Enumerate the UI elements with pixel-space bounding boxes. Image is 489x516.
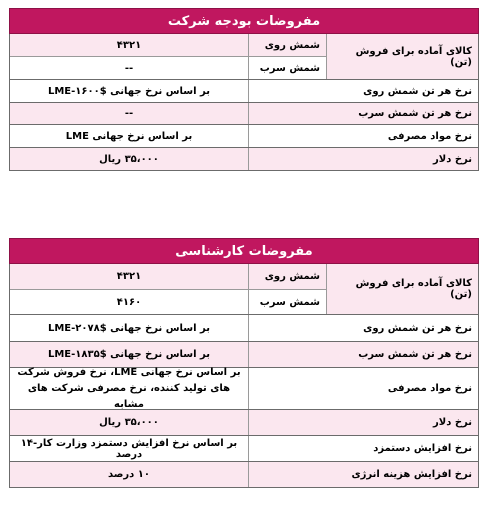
materials-rate-row (10, 125, 478, 148)
zinc-rate-value: بر اساس نرخ جهانی LME-۲۰۷۸$ (47, 322, 211, 334)
wage-increase-value: بر اساس نرخ افزایش دستمزد وزارت کار-۱۴ درصد (20, 437, 238, 460)
dollar-rate-row (10, 148, 478, 171)
lead-ingot-value: -- (124, 62, 134, 74)
zinc-rate-row (10, 315, 478, 342)
table-body (9, 34, 479, 171)
zinc-ingot-label: شمش روی (248, 264, 326, 289)
wage-increase-row (10, 436, 478, 462)
zinc-rate-label: نرخ هر تن شمش روی (248, 315, 478, 341)
dollar-rate-value: ۳۵،۰۰۰ ریال (99, 153, 159, 165)
zinc-rate-label: نرخ هر تن شمش روی (248, 80, 478, 102)
zinc-ingot-subrow (10, 264, 326, 290)
materials-rate-label: نرخ مواد مصرفی (248, 368, 478, 409)
goods-for-sale-row (10, 34, 478, 80)
materials-rate-row (10, 368, 478, 410)
materials-rate-value: بر اساس نرخ جهانی LME (65, 130, 193, 142)
materials-rate-value: بر اساس نرخ جهانی LME، نرخ فروش شرکت های تولید کننده، نرخ مصرفی شرکت های مشابه (17, 366, 241, 410)
goods-subrows (10, 34, 326, 79)
zinc-ingot-value: ۴۳۲۱ (116, 271, 142, 282)
lead-rate-row (10, 103, 478, 125)
materials-rate-label: نرخ مواد مصرفی (248, 125, 478, 147)
dollar-rate-value: ۳۵،۰۰۰ ریال (99, 417, 159, 428)
dollar-rate-label: نرخ دلار (248, 410, 478, 435)
lead-ingot-subrow (10, 57, 326, 79)
lead-ingot-label: شمش سرب (248, 290, 326, 314)
zinc-ingot-value: ۴۳۲۱ (116, 39, 142, 51)
table-body (9, 264, 479, 488)
goods-for-sale-label: کالای آماده برای فروش (تن) (326, 264, 478, 314)
goods-subrows (10, 264, 326, 314)
zinc-rate-row (10, 80, 478, 103)
dollar-rate-label: نرخ دلار (248, 148, 478, 170)
lead-ingot-label: شمش سرب (248, 57, 326, 79)
table-title: مفروضات کارشناسی (9, 238, 479, 264)
table-title: مفروضات بودجه شرکت (9, 8, 479, 34)
lead-ingot-subrow (10, 290, 326, 314)
lead-ingot-value: ۴۱۶۰ (116, 296, 142, 308)
lead-rate-value: بر اساس نرخ جهانی LME-۱۸۳۵$ (47, 349, 211, 360)
zinc-ingot-subrow (10, 34, 326, 57)
energy-cost-label: نرخ افزایش هزینه انرژی (248, 462, 478, 487)
expert-assumptions-table (9, 238, 479, 488)
goods-for-sale-row (10, 264, 478, 315)
energy-cost-value: ۱۰ درصد (107, 469, 151, 480)
zinc-ingot-label: شمش روی (248, 34, 326, 56)
lead-rate-label: نرخ هر تن شمش سرب (248, 342, 478, 367)
wage-increase-label: نرخ افزایش دستمزد (248, 436, 478, 461)
goods-for-sale-label: کالای آماده برای فروش (تن) (326, 34, 478, 79)
company-budget-assumptions-table (9, 8, 479, 171)
zinc-rate-value: بر اساس نرخ جهانی LME-۱۶۰۰$ (47, 85, 211, 97)
lead-rate-label: نرخ هر تن شمش سرب (248, 103, 478, 124)
dollar-rate-row (10, 410, 478, 436)
energy-cost-row (10, 462, 478, 488)
lead-rate-value: -- (124, 108, 134, 119)
